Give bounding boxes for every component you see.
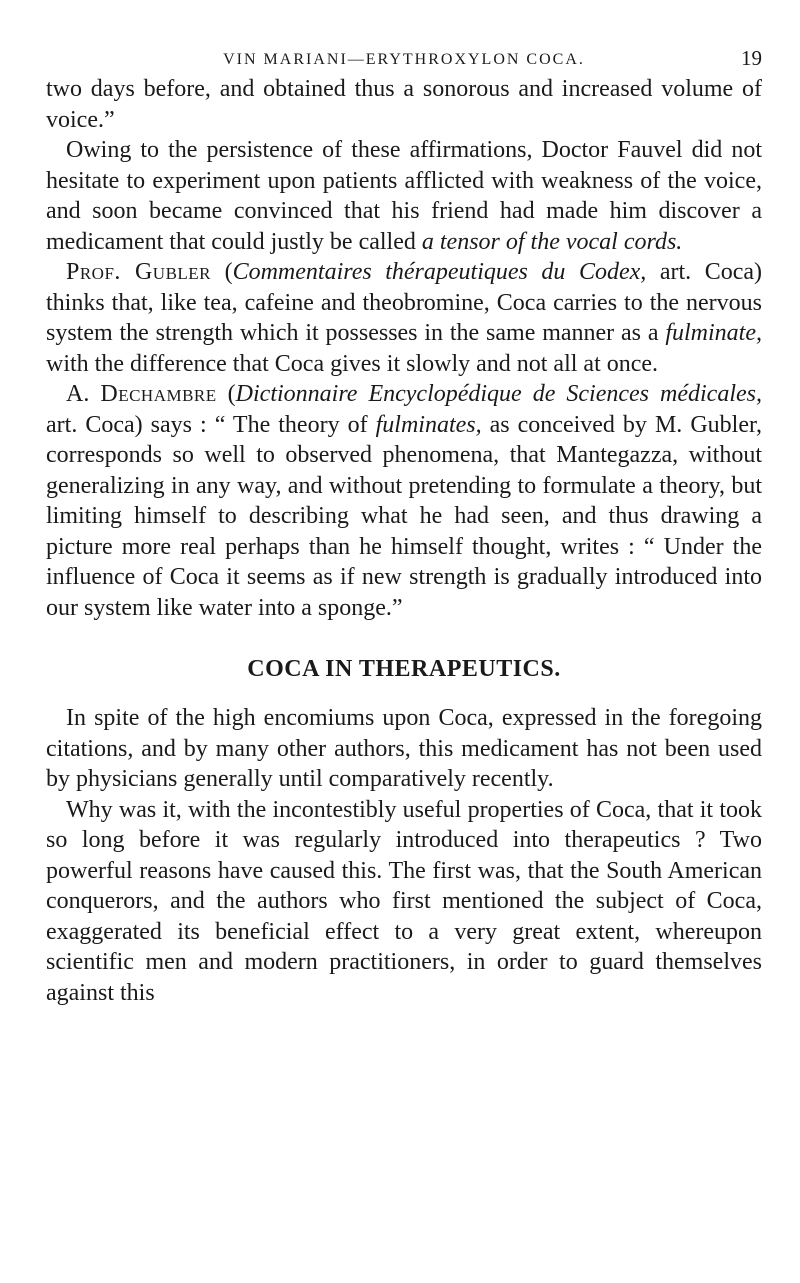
paragraph-why — [46, 795, 762, 1009]
source-title: Dictionnaire Encyclopédique de Sciences médicales, — [235, 381, 762, 407]
page-number: 19 — [741, 46, 762, 70]
paragraph-encomiums — [46, 703, 762, 795]
paragraph-text: as conceived by M. Gubler, corresponds so well to observed phenomena, that Mantegazza, without generalizing in any way, and without pretending to formulate a theory, but limiting himself to describing what he had seen, and thus drawing a picture more real perhaps than he himself thought, writes : “ Under the influence of Coca it seems as if new strength is gradually introduced into our system like water into a sponge.” — [46, 411, 762, 621]
italic-phrase: a tensor of the vocal cords. — [421, 228, 683, 255]
paragraph-text: two days before, and obtained thus a sonorous and increased volume of voice.” — [46, 76, 762, 133]
source-title: Commentaires thérapeutiques du Codex, — [232, 259, 647, 285]
book-page — [46, 0, 762, 1008]
paragraph-text: with the difference that Coca gives it slowly and not all at once. — [46, 350, 659, 377]
italic-phrase: fulminate, — [665, 320, 762, 346]
paragraph-text: ( — [216, 381, 236, 407]
author-name: Prof. Gubler — [66, 259, 212, 285]
paragraph-text: Why was it, with the incontestibly useful properties of Coca, that it took so long before it was regularly introduced into therapeutics ? Two powerful reasons have caused this. The first was, that the South American conquerors, and the authors who first mentioned the subject of Coca, exaggerated its beneficial effect to a very great extent, whereupon scientific men and modern practitioners, in order to guard themselves against this — [46, 796, 762, 1006]
paragraph-fauvel — [46, 135, 762, 257]
author-name: Dechambre — [100, 381, 217, 407]
italic-phrase: fulminates, — [375, 411, 482, 438]
section-heading: COCA IN THERAPEUTICS. — [247, 656, 561, 682]
running-head — [46, 0, 762, 74]
paragraph-text: ( — [211, 259, 233, 285]
paragraph-continuation — [46, 74, 762, 135]
paragraph-text: In spite of the high encomiums upon Coca, expressed in the foregoing citations, and by many other authors, this medicament has not been used by physicians generally until comparatively recently. — [46, 705, 762, 792]
paragraph-gubler — [46, 257, 762, 379]
running-title: VIN MARIANI—ERYTHROXYLON COCA. — [223, 51, 585, 68]
paragraph-text: Owing to the persistence of these affirmations, Doctor Fauvel did not hesitate to experiment upon patients afflicted with weakness of the voice, and soon became convinced that his friend had made him discover a medicament that could justly be called — [46, 137, 762, 255]
paragraph-text: art. Coca) says : “ The theory of — [46, 411, 376, 438]
author-initial: A. — [66, 381, 101, 407]
paragraph-dechambre — [46, 379, 762, 623]
paragraph-text: art. Coca) thinks that, like tea, cafeine and theobromine, Coca carries to the nervous system the strength which it possesses in the same manner as a — [46, 259, 762, 346]
